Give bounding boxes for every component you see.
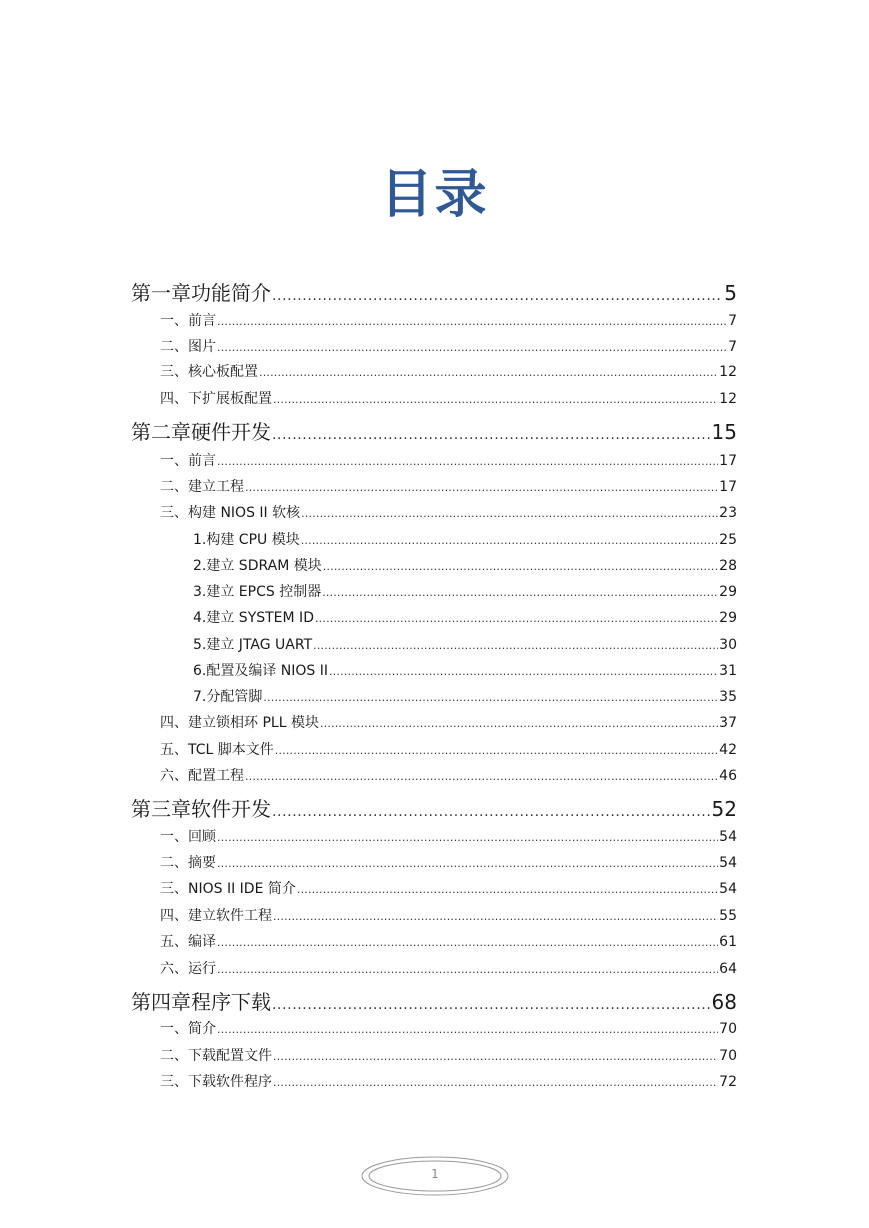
toc-entry-row[interactable] (160, 878, 737, 898)
toc-entry-row[interactable] (160, 905, 737, 925)
dot-leader (272, 997, 711, 1013)
toc-entry-page: 28 (719, 558, 737, 574)
toc-entry-row[interactable] (160, 502, 737, 522)
dot-leader (217, 857, 718, 870)
toc-entry-row[interactable] (160, 712, 737, 732)
toc-chapter-row[interactable] (131, 277, 737, 303)
toc-entry-page: 12 (719, 364, 737, 380)
toc-entry-row[interactable] (160, 310, 737, 330)
dot-leader (323, 560, 718, 573)
toc-entry-title: 建立工程 (188, 479, 244, 495)
toc-entry-title: 程序下载 (191, 990, 271, 1014)
dot-leader (315, 612, 718, 625)
toc-entry-page: 29 (719, 584, 737, 600)
toc-entry-title: 建立 EPCS 控制器 (206, 584, 322, 600)
dot-leader (217, 315, 727, 328)
toc-entry-title: 建立 JTAG UART (206, 637, 313, 653)
toc-entry-row[interactable] (160, 336, 737, 356)
toc-entry-title: 核心板配置 (188, 364, 258, 380)
dot-leader (217, 936, 718, 949)
toc-entry-number: 三、 (160, 1074, 188, 1090)
dot-leader (313, 639, 718, 652)
toc-entry-page: 70 (719, 1048, 737, 1064)
toc-entry-page: 23 (719, 505, 737, 521)
dot-leader (217, 1023, 718, 1036)
toc-entry-number: 二、 (160, 1048, 188, 1064)
toc-entry-number: 第四章 (131, 990, 191, 1014)
toc-entry-title: NIOS II IDE 简介 (188, 881, 296, 897)
toc-entry-number: 第一章 (131, 281, 191, 305)
dot-leader (245, 481, 718, 494)
dot-leader (263, 691, 718, 704)
toc-entry-row[interactable] (160, 388, 737, 408)
dot-leader (272, 427, 711, 443)
toc-chapter-row[interactable] (131, 986, 737, 1012)
toc-entry-number: 三、 (160, 881, 188, 897)
toc-entry-title: 建立 SDRAM 模块 (206, 558, 322, 574)
dot-leader (322, 586, 718, 599)
toc-entry-number: 1. (193, 532, 207, 548)
toc-entry-page: 68 (711, 990, 737, 1014)
toc-entry-page: 5 (724, 281, 737, 305)
toc-entry-title: TCL 脚本文件 (188, 742, 274, 758)
toc-entry-title: 硬件开发 (191, 420, 271, 444)
toc-entry-page: 25 (719, 532, 737, 548)
toc-entry-row[interactable] (160, 450, 737, 470)
toc-entry-page: 17 (719, 479, 737, 495)
toc-entry-number: 六、 (160, 768, 188, 784)
toc-entry-number: 四、 (160, 391, 188, 407)
dot-leader (273, 1076, 718, 1089)
toc-entry-page: 29 (719, 610, 737, 626)
toc-entry-page: 37 (719, 715, 737, 731)
toc-entry-title: 运行 (188, 961, 216, 977)
toc-entry-number: 2. (193, 558, 207, 574)
toc-entry-title: 编译 (188, 934, 216, 950)
toc-entry-page: 7 (728, 339, 737, 355)
dot-leader (275, 744, 718, 757)
toc-entry-title: 摘要 (188, 855, 216, 871)
toc-entry-title: 下载配置文件 (188, 1048, 272, 1064)
toc-entry-row[interactable] (160, 826, 737, 846)
toc-entry-row[interactable] (193, 529, 737, 549)
toc-entry-page: 46 (719, 768, 737, 784)
toc-entry-row[interactable] (160, 931, 737, 951)
toc-entry-page: 15 (711, 420, 737, 444)
toc-entry-page: 35 (719, 689, 737, 705)
toc-entry-page: 42 (719, 742, 737, 758)
dot-leader (273, 910, 718, 923)
toc-entry-row[interactable] (160, 1071, 737, 1091)
toc-entry-page: 12 (719, 391, 737, 407)
toc-entry-number: 3. (193, 584, 207, 600)
toc-entry-number: 一、 (160, 829, 188, 845)
dot-leader (272, 288, 723, 304)
toc-entry-row[interactable] (193, 607, 737, 627)
toc-entry-number: 二、 (160, 339, 188, 355)
toc-entry-row[interactable] (160, 852, 737, 872)
toc-entry-title: 配置工程 (188, 768, 244, 784)
toc-entry-row[interactable] (160, 361, 737, 381)
toc-entry-title: 下载软件程序 (188, 1074, 272, 1090)
dot-leader (301, 534, 718, 547)
toc-entry-page: 54 (719, 829, 737, 845)
dot-leader (272, 804, 711, 820)
toc-entry-number: 二、 (160, 479, 188, 495)
toc-entry-row[interactable] (160, 1045, 737, 1065)
toc-entry-title: 分配管脚 (206, 689, 263, 705)
toc-entry-number: 6. (193, 663, 207, 679)
toc-entry-row[interactable] (193, 660, 737, 680)
dot-leader (329, 665, 718, 678)
toc-entry-number: 7. (193, 689, 207, 705)
toc-entry-number: 三、 (160, 505, 188, 521)
dot-leader (217, 831, 718, 844)
toc-entry-number: 五、 (160, 934, 188, 950)
toc-entry-title: 构建 CPU 模块 (206, 532, 300, 548)
toc-entry-number: 二、 (160, 855, 188, 871)
page-number: 1 (431, 1167, 439, 1181)
toc-entry-number: 4. (193, 610, 207, 626)
dot-leader (217, 455, 718, 468)
toc-entry-title: 前言 (188, 313, 216, 329)
toc-entry-title: 图片 (188, 339, 216, 355)
toc-entry-page: 30 (719, 637, 737, 653)
toc-entry-row[interactable] (160, 476, 737, 496)
toc-entry-row[interactable] (193, 555, 737, 575)
toc-entry-page: 70 (719, 1021, 737, 1037)
toc-entry-page: 61 (719, 934, 737, 950)
toc-entry-title: 建立软件工程 (188, 908, 272, 924)
toc-entry-title: 前言 (188, 453, 216, 469)
dot-leader (245, 770, 718, 783)
toc-entry-page: 54 (719, 881, 737, 897)
toc-entry-number: 六、 (160, 961, 188, 977)
toc-entry-title: 配置及编译 NIOS II (206, 663, 329, 679)
toc-entry-number: 四、 (160, 715, 188, 731)
dot-leader (273, 393, 718, 406)
toc-entry-row[interactable] (160, 958, 737, 978)
toc-entry-row[interactable] (193, 581, 737, 601)
toc-entry-page: 72 (719, 1074, 737, 1090)
toc-entry-title: 建立锁相环 PLL 模块 (188, 715, 319, 731)
toc-entry-page: 17 (719, 453, 737, 469)
toc-entry-page: 52 (711, 797, 737, 821)
toc-entry-page: 31 (719, 663, 737, 679)
toc-entry-title: 下扩展板配置 (188, 391, 272, 407)
toc-entry-title: 回顾 (188, 829, 216, 845)
dot-leader (217, 963, 718, 976)
toc-entry-number: 第三章 (131, 797, 191, 821)
toc-entry-title: 建立 SYSTEM ID (206, 610, 314, 626)
toc-chapter-row[interactable] (131, 416, 737, 442)
dot-leader (217, 341, 727, 354)
toc-entry-row[interactable] (193, 686, 737, 706)
toc-entry-page: 54 (719, 855, 737, 871)
dot-leader (259, 366, 718, 379)
toc-entry-title: 简介 (188, 1021, 216, 1037)
toc-chapter-row[interactable] (131, 793, 737, 819)
toc-entry-number: 一、 (160, 313, 188, 329)
dot-leader (297, 883, 718, 896)
toc-entry-number: 一、 (160, 1021, 188, 1037)
toc-entry-number: 四、 (160, 908, 188, 924)
toc-entry-page: 64 (719, 961, 737, 977)
toc-entry-row[interactable] (193, 634, 737, 654)
toc-entry-page: 7 (728, 313, 737, 329)
toc-entry-row[interactable] (160, 739, 737, 759)
toc-entry-row[interactable] (160, 765, 737, 785)
dot-leader (273, 1050, 718, 1063)
toc-entry-title: 功能简介 (191, 281, 271, 305)
toc-entry-title: 软件开发 (191, 797, 271, 821)
toc-entry-page: 55 (719, 908, 737, 924)
toc-entry-number: 5. (193, 637, 207, 653)
toc-entry-title: 构建 NIOS II 软核 (188, 505, 301, 521)
dot-leader (301, 507, 718, 520)
toc-entry-number: 三、 (160, 364, 188, 380)
dot-leader (320, 717, 718, 730)
toc-entry-number: 第二章 (131, 420, 191, 444)
toc-entry-row[interactable] (160, 1018, 737, 1038)
toc-entry-number: 五、 (160, 742, 188, 758)
page-title: 目录 (380, 165, 489, 225)
toc-entry-number: 一、 (160, 453, 188, 469)
